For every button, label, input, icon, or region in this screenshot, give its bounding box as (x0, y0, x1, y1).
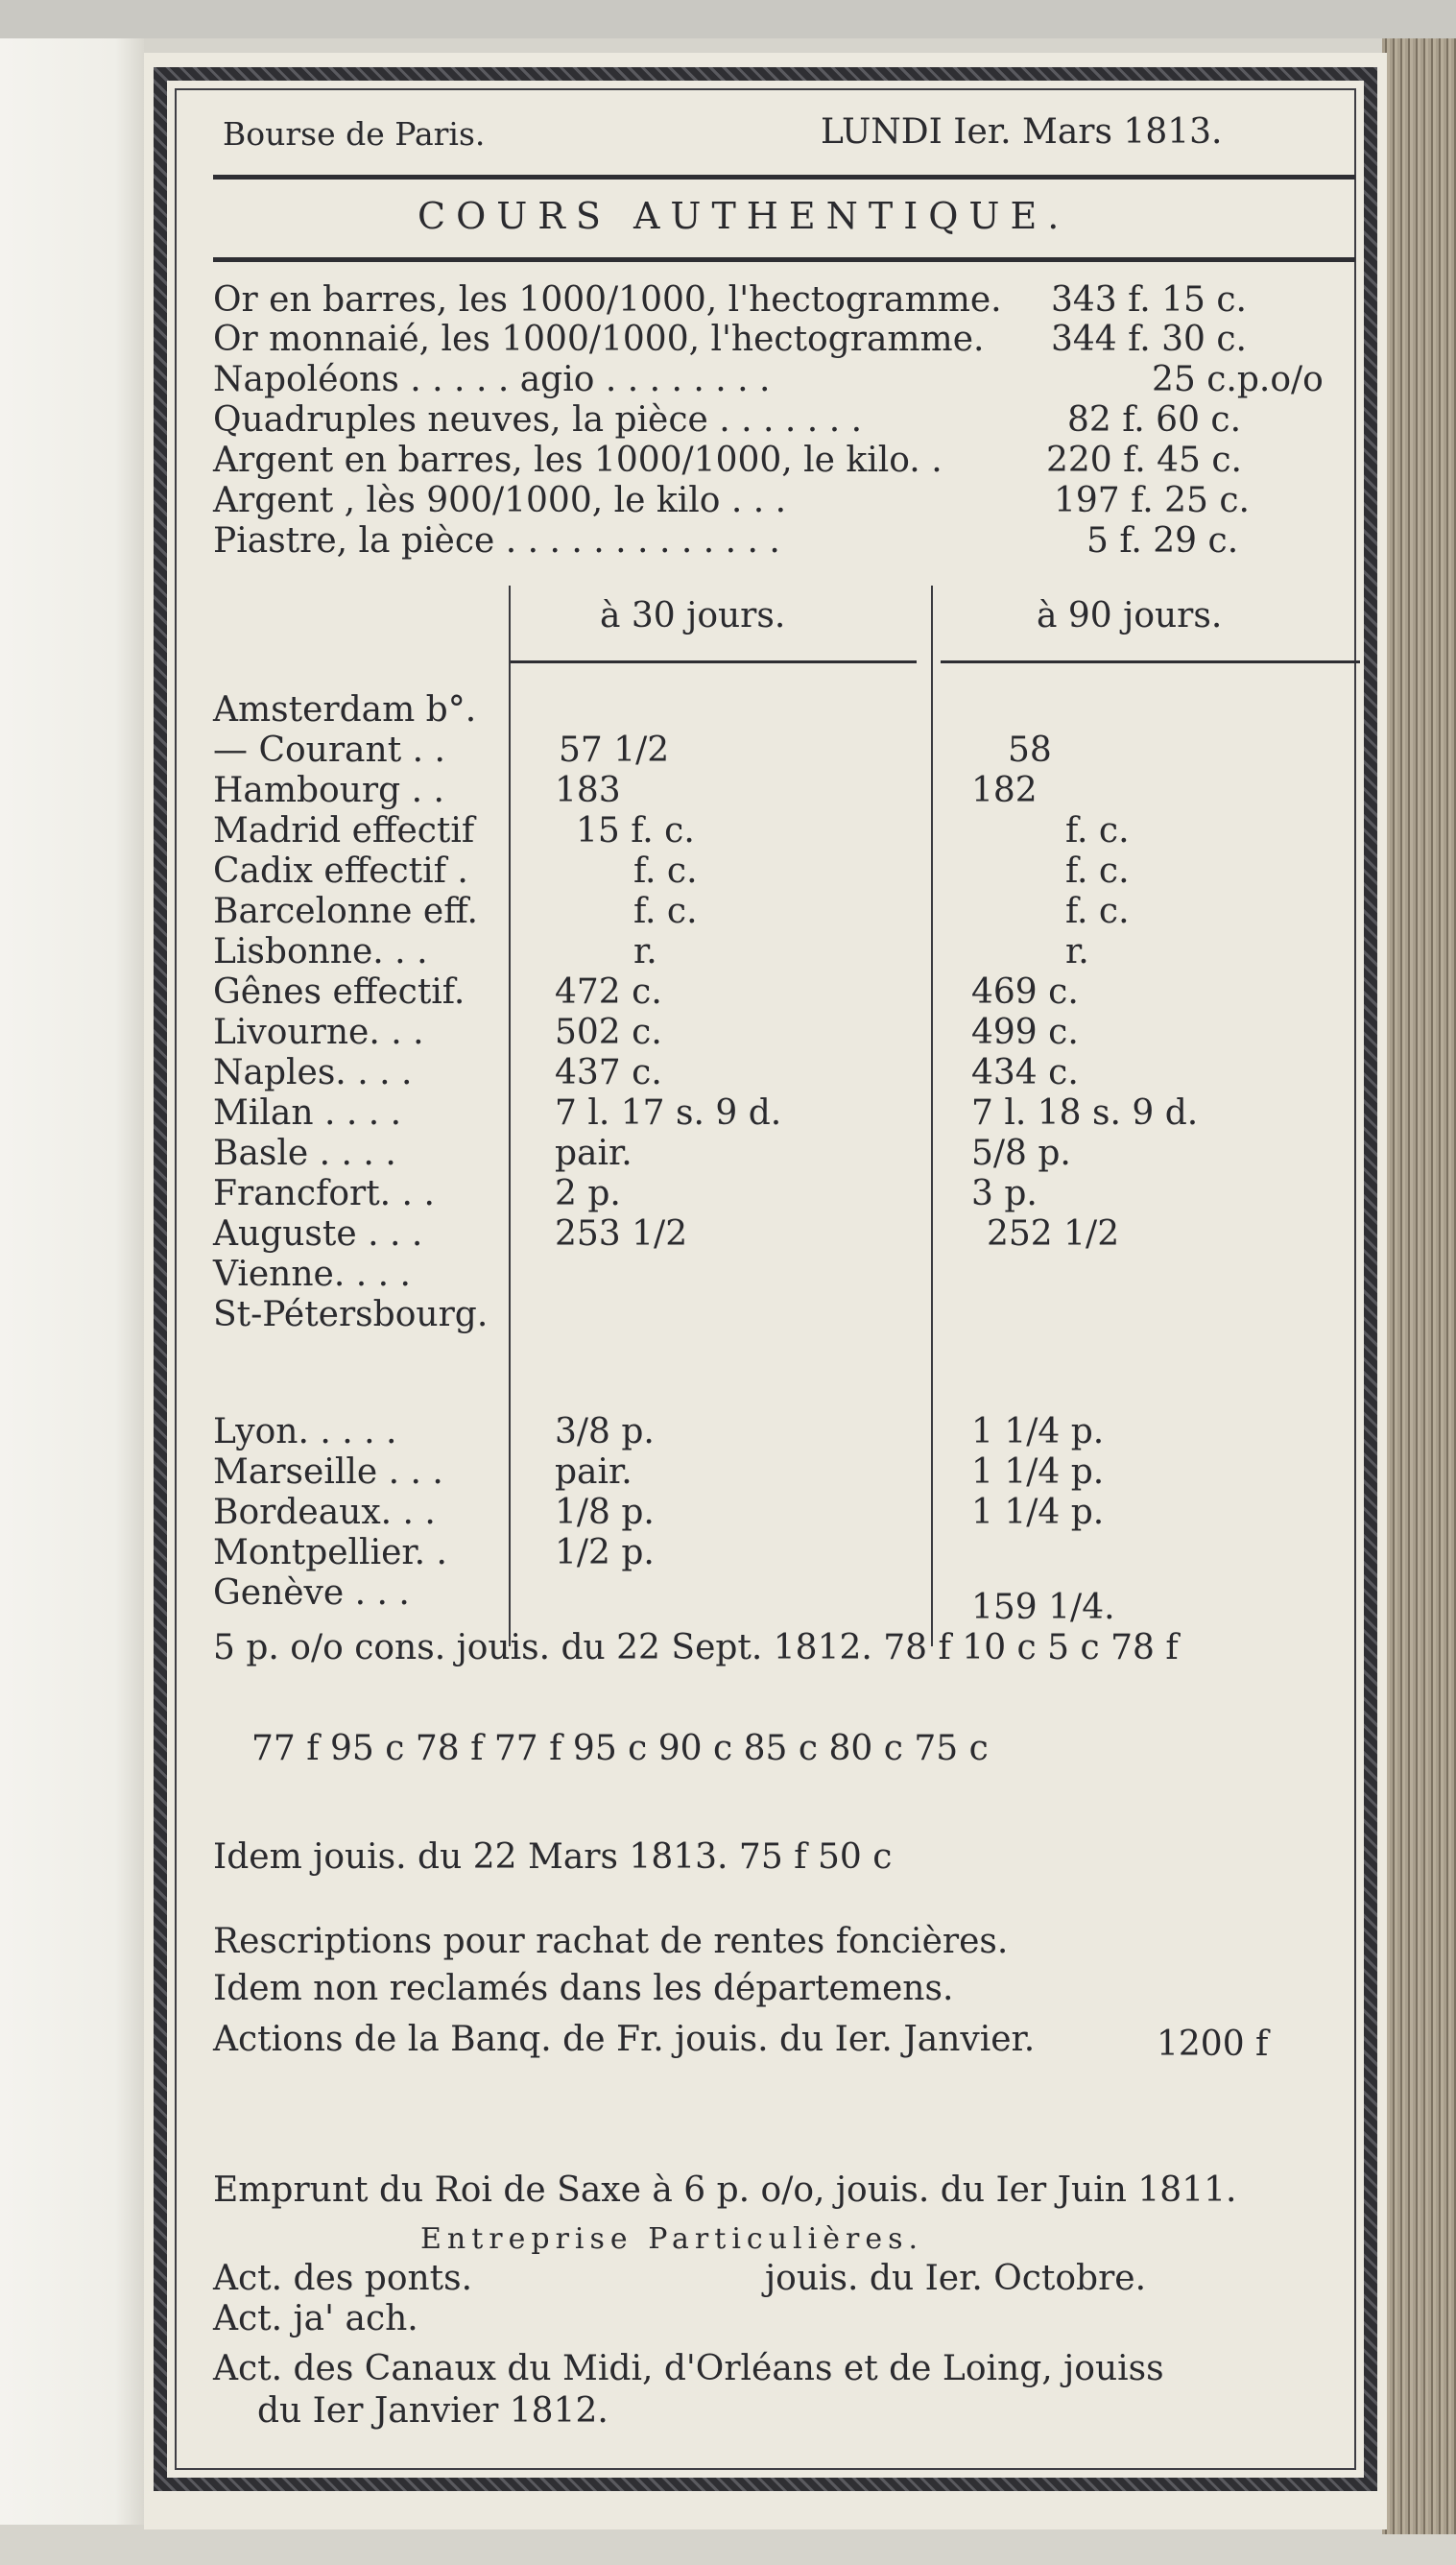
city-label: Lisbonne. . . (213, 932, 428, 971)
rate-90: 1 1/4 p. (971, 1493, 1105, 1532)
metal-label: Napoléons . . . . . agio . . . . . . . . (213, 360, 771, 399)
metal-value: 220 f. 45 c. (1046, 441, 1242, 480)
rate-90: 1 1/4 p. (971, 1412, 1105, 1451)
city-label: Francfort. . . (213, 1174, 435, 1213)
city-label: Cadix effectif . (213, 851, 468, 891)
header-rule (213, 175, 1355, 180)
metal-value: 82 f. 60 c. (1067, 400, 1242, 440)
rate-90: 469 c. (971, 972, 1079, 1012)
rate-30: 3/8 p. (555, 1412, 655, 1451)
city-label: Montpellier. . (213, 1533, 447, 1572)
canaux-continuation: du Ier Janvier 1812. (257, 2391, 609, 2431)
metal-label: Piastre, la pièce . . . . . . . . . . . . . (213, 521, 780, 561)
rate-30: pair. (555, 1134, 633, 1173)
column-divider (509, 586, 511, 1646)
ponts-jouis: jouis. du Ier. Octobre. (765, 2259, 1147, 2298)
city-label: Gênes effectif. (213, 972, 465, 1012)
column-divider (931, 586, 933, 1646)
rescriptions-line: Rescriptions pour rachat de rentes foncières. (213, 1922, 1009, 1961)
metal-value: 344 f. 30 c. (1051, 320, 1247, 359)
actions-banque-value: 1200 f (1157, 2025, 1269, 2064)
city-label: Madrid effectif (213, 811, 475, 851)
city-label: Genève . . . (213, 1573, 410, 1613)
header-right: LUNDI Ier. Mars 1813. (821, 112, 1223, 152)
rentes-line: 5 p. o/o cons. jouis. du 22 Sept. 1812. 78 f 10 c 5 c 78 f (213, 1628, 1179, 1667)
metal-label: Quadruples neuves, la pièce . . . . . . . (213, 400, 863, 440)
rate-90: 252 1/2 (987, 1214, 1120, 1254)
rate-30: 472 c. (555, 972, 662, 1012)
emprunt-line: Emprunt du Roi de Saxe à 6 p. o/o, jouis. du Ier Juin 1811. (213, 2170, 1237, 2210)
rate-90: 58 (1008, 731, 1052, 770)
rate-90: f. c. (1065, 811, 1130, 851)
rate-30: 1/8 p. (555, 1493, 655, 1532)
rate-30: f. c. (633, 892, 698, 931)
rate-90: f. c. (1065, 851, 1130, 891)
city-label: Lyon. . . . . (213, 1412, 397, 1451)
metal-label: Or en barres, les 1000/1000, l'hectogramme. (213, 280, 1002, 320)
city-label: Livourne. . . (213, 1013, 424, 1052)
rate-90: 1 1/4 p. (971, 1452, 1105, 1492)
rate-30: 2 p. (555, 1174, 621, 1213)
city-label: Basle . . . . (213, 1134, 396, 1173)
rate-90: r. (1065, 932, 1089, 971)
rate-90: 5/8 p. (971, 1134, 1071, 1173)
rate-30: 57 1/2 (559, 731, 670, 770)
book-edge (1382, 38, 1456, 2534)
rate-30: 437 c. (555, 1053, 662, 1092)
actions-banque-line: Actions de la Banq. de Fr. jouis. du Ier. Janvier. (213, 2020, 1036, 2059)
city-label: Vienne. . . . (213, 1255, 411, 1294)
rate-90: 159 1/4. (971, 1588, 1115, 1627)
city-label: — Courant . . (213, 731, 445, 770)
city-label: Marseille . . . (213, 1452, 443, 1492)
city-label: Barcelonne eff. (213, 892, 478, 931)
metal-label: Argent , lès 900/1000, le kilo . . . (213, 481, 787, 520)
rate-30: 1/2 p. (555, 1533, 655, 1572)
background-strip (0, 0, 1456, 38)
rate-90: 7 l. 18 s. 9 d. (971, 1093, 1199, 1133)
jardin-line: Act. ja' ach. (213, 2299, 418, 2338)
page-title: COURS AUTHENTIQUE. (418, 195, 1070, 237)
metal-value: 5 f. 29 c. (1086, 521, 1239, 561)
canaux-line: Act. des Canaux du Midi, d'Orléans et de Loing, jouiss (213, 2349, 1164, 2388)
metal-label: Or monnaié, les 1000/1000, l'hectogramme. (213, 320, 985, 359)
rate-30: 502 c. (555, 1013, 662, 1052)
rate-90: 434 c. (971, 1053, 1079, 1092)
header-underline (941, 660, 1360, 663)
rate-90: 182 (971, 771, 1038, 810)
rate-90: 499 c. (971, 1013, 1079, 1052)
city-label: St-Pétersbourg. (213, 1295, 489, 1334)
rentes-quotes: 77 f 95 c 78 f 77 f 95 c 90 c 85 c 80 c 75 c (251, 1729, 989, 1768)
rate-90: 3 p. (971, 1174, 1038, 1213)
column-header-90: à 90 jours. (1037, 596, 1223, 635)
column-header-30: à 30 jours. (600, 596, 786, 635)
rate-30: pair. (555, 1452, 633, 1492)
title-rule (213, 257, 1355, 262)
facing-page (0, 38, 144, 2525)
rate-30: 7 l. 17 s. 9 d. (555, 1093, 782, 1133)
rate-30: 253 1/2 (555, 1214, 688, 1254)
entreprise-heading: Entreprise Particulières. (420, 2222, 924, 2256)
rate-30: 15 f. c. (576, 811, 695, 851)
rate-30: r. (633, 932, 657, 971)
city-label: Auguste . . . (213, 1214, 423, 1254)
city-label: Milan . . . . (213, 1093, 402, 1133)
rate-90: f. c. (1065, 892, 1130, 931)
metal-value: 343 f. 15 c. (1051, 280, 1247, 320)
city-label: Naples. . . . (213, 1053, 413, 1092)
metal-value: 197 f. 25 c. (1054, 481, 1250, 520)
rate-30: f. c. (633, 851, 698, 891)
header-left: Bourse de Paris. (223, 115, 486, 153)
metal-label: Argent en barres, les 1000/1000, le kilo. . (213, 441, 943, 480)
idem-non-line: Idem non reclamés dans les départemens. (213, 1969, 954, 2008)
ponts-line: Act. des ponts. (213, 2259, 473, 2298)
city-label: Bordeaux. . . (213, 1493, 436, 1532)
city-label: Amsterdam b°. (213, 690, 477, 730)
rate-30: 183 (555, 771, 621, 810)
rentes-idem: Idem jouis. du 22 Mars 1813. 75 f 50 c (213, 1837, 893, 1877)
header-underline (511, 660, 917, 663)
city-label: Hambourg . . (213, 771, 444, 810)
metal-value: 25 c.p.o/o (1152, 360, 1324, 399)
